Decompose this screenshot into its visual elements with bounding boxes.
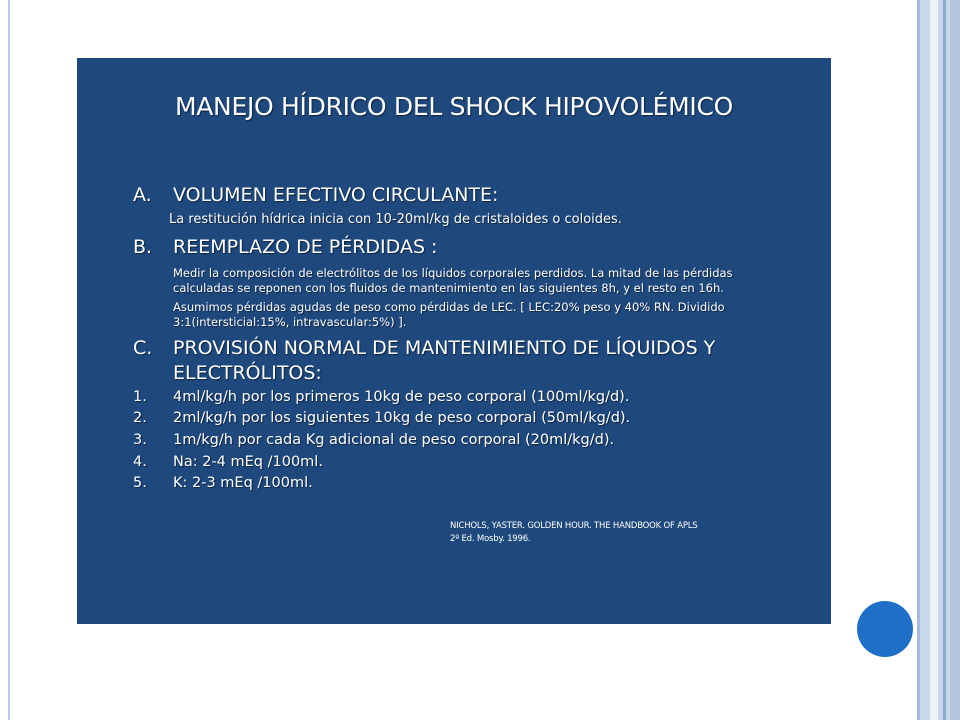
list-item-number: 1. (133, 389, 147, 405)
list-item (133, 410, 630, 426)
slide-frame-right-line (917, 0, 920, 720)
slide-frame-right-line (930, 0, 938, 720)
list-item (133, 389, 629, 405)
section-b-paragraph-2-line-1: Asumimos pérdidas agudas de peso como pérdidas de LEC. [ LEC:20% peso y 40% RN. Dividido (173, 300, 725, 314)
list-item-text: 4ml/kg/h por los primeros 10kg de peso corporal (100ml/kg/d). (173, 389, 630, 405)
list-item (133, 432, 614, 448)
section-b-paragraph-1-line-1: Medir la composición de electrólitos de los líquidos corporales perdidos. La mitad de las pérdidas (173, 266, 733, 280)
section-c-heading (133, 336, 715, 386)
section-c-title-line-2: ELECTRÓLITOS: (173, 362, 322, 384)
reference-line-1: NICHOLS, YASTER. GOLDEN HOUR. THE HANDBOOK OF APLS (450, 521, 698, 531)
section-b-paragraph-1 (173, 266, 813, 296)
list-item-number: 5. (133, 475, 147, 491)
slide-title: MANEJO HÍDRICO DEL SHOCK HIPOVOLÉMICO (174, 92, 733, 121)
reference-line-2: 2º Ed. Mosby. 1996. (450, 534, 531, 544)
list-item-number: 3. (133, 432, 147, 448)
list-item (133, 454, 323, 470)
list-item-text: Na: 2-4 mEq /100ml. (173, 454, 323, 470)
list-item-text: 2ml/kg/h por los siguientes 10kg de peso corporal (50ml/kg/d). (173, 410, 631, 426)
section-b-label: B. (133, 236, 153, 258)
section-b-paragraph-2-line-2: 3:1(intersticial:15%, intravascular:5%) ]. (173, 315, 407, 329)
decorative-circle (857, 601, 913, 657)
slide-frame-right-line (943, 0, 946, 720)
section-b-paragraph-2 (173, 300, 813, 330)
section-c-label: C. (133, 337, 153, 359)
section-a-label: A. (133, 184, 152, 206)
slide-frame-left-line (8, 0, 10, 720)
section-a-heading (133, 184, 498, 206)
section-a-text: La restitución hídrica inicia con 10-20ml/kg de cristaloides o coloides. (169, 212, 622, 227)
list-item-text: K: 2-3 mEq /100ml. (173, 475, 313, 491)
section-b-title: REEMPLAZO DE PÉRDIDAS : (173, 236, 438, 258)
list-item-number: 4. (133, 454, 147, 470)
list-item-text: 1m/kg/h por cada Kg adicional de peso corporal (20ml/kg/d). (173, 432, 615, 448)
slide-frame-right-line (950, 0, 960, 720)
list-item-number: 2. (133, 410, 147, 426)
section-b-paragraph-1-line-2: calculadas se reponen con los fluidos de mantenimiento en las siguientes 8h, y el resto en 16h. (173, 281, 724, 295)
content-panel (77, 58, 831, 624)
section-a-title: VOLUMEN EFECTIVO CIRCULANTE: (173, 184, 499, 206)
section-b-heading (133, 236, 437, 258)
list-item (133, 475, 313, 491)
section-c-title-line-1: PROVISIÓN NORMAL DE MANTENIMIENTO DE LÍQUIDOS Y (173, 337, 716, 359)
